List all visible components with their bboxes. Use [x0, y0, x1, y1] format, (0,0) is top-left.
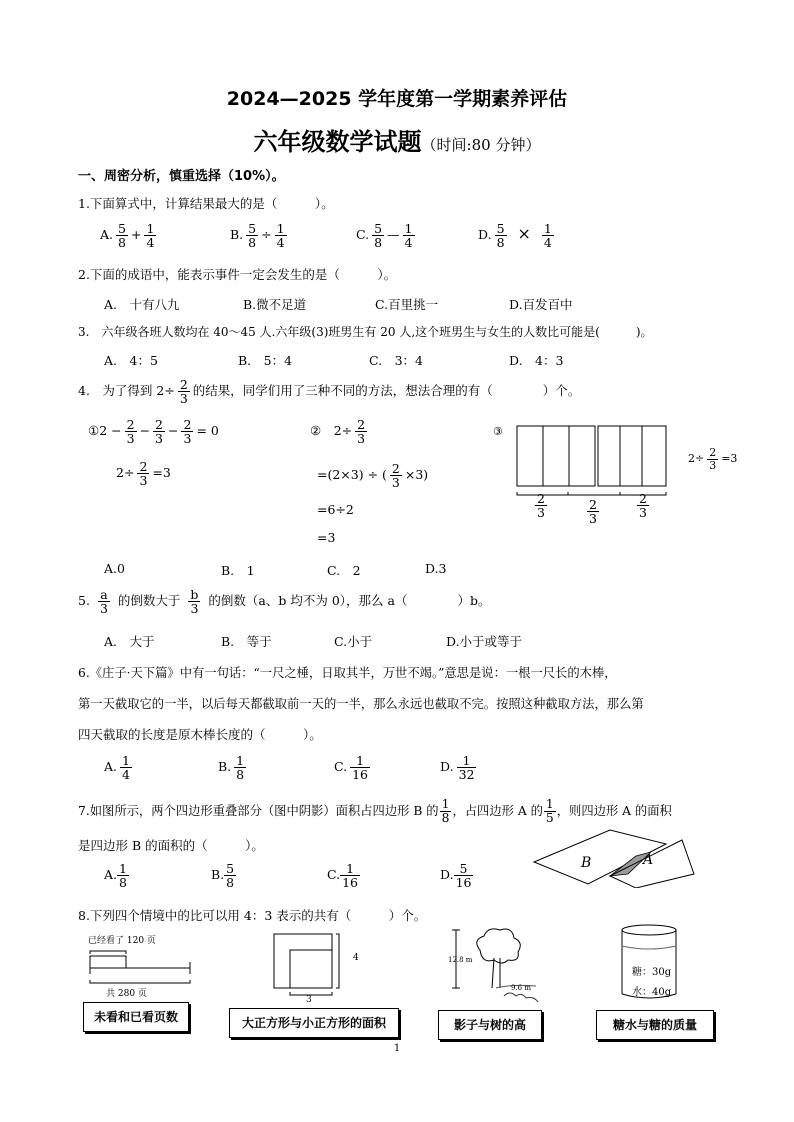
- q4-option-b: B. 1: [221, 563, 255, 578]
- q4-method-1: ①2 − $\frac{2}{3}$ − $\frac{2}{3}$ − $\frac{2}{3}$ = 0: [88, 417, 219, 447]
- fig1-read-segment: [90, 956, 126, 968]
- q6-option-c: C. $\frac{1}{16}$: [334, 753, 368, 783]
- q4-brace-label-3: $\frac{2}{3}$: [639, 491, 647, 521]
- q3-option-d: D. 4：3: [509, 353, 564, 368]
- fig2-bottom-label: 3: [306, 995, 312, 1005]
- q7-option-a: A. $\frac{1}{8}$: [104, 861, 127, 891]
- fig1-top-brace: [90, 951, 126, 954]
- q6-line-3: 四天截取的长度是原木棒长度的（ ）。: [78, 727, 322, 742]
- q7-option-d: D. $\frac{5}{16}$: [440, 861, 472, 891]
- q7-quadrilaterals-diagram: [528, 826, 703, 888]
- q7-option-c: C. $\frac{1}{16}$: [327, 861, 358, 891]
- q4-method-2-step3: =3: [317, 530, 336, 545]
- quad-b-label: B: [581, 855, 592, 871]
- small-square: [290, 950, 332, 988]
- q1-option-b: B. $\frac{5}{8}$ ÷ $\frac{1}{4}$: [230, 221, 285, 251]
- q2-stem: 2.下面的成语中，能表示事件一定会发生的是（ ）。: [78, 267, 397, 282]
- q4-brace-label-2: $\frac{2}{3}$: [589, 497, 597, 527]
- q4-method-2-step2: =6÷2: [317, 502, 354, 517]
- fig3-caption: 影子与树的高: [438, 1010, 542, 1040]
- q4-method-3-result: 2÷ $\frac{2}{3}$ =3: [688, 446, 738, 472]
- fig3-tree-diagram: [446, 926, 546, 1004]
- q4-method-3-label: ③: [493, 425, 503, 438]
- q6-option-a: A. $\frac{1}{4}$: [104, 753, 130, 783]
- q5-option-a: A. 大于: [104, 634, 155, 649]
- q7-line-2: 是四边形 B 的面积的（ ）。: [78, 838, 264, 853]
- q8-stem: 8.下列四个情境中的比可以用 4：3 表示的共有（ ）个。: [78, 908, 427, 923]
- q1-option-a: A. $\frac{5}{8}$ + $\frac{1}{4}$: [100, 221, 155, 251]
- rect-two: [598, 426, 666, 486]
- q4-stem: 4. 为了得到 2÷ $\frac{2}{3}$ 的结果，同学们用了三种不同的方法，想法合理的有（ ）个。: [78, 377, 581, 407]
- q3-option-c: C. 3：4: [369, 353, 423, 368]
- q7-line-1: 7.如图所示，两个四边形重叠部分（图中阴影）面积占四边形 B 的 $\frac{1}{8}$ ，占四边形 A 的 $\frac{1}{5}$ ，则四边形 A 的面积: [78, 797, 672, 825]
- quad-a-label: A: [643, 852, 654, 868]
- fig3-height-label: 12.8 m: [448, 956, 473, 964]
- q2-option-b: B.微不足道: [243, 297, 307, 312]
- fig1-caption: 未看和已看页数: [83, 1002, 189, 1032]
- cup-rim: [622, 925, 676, 935]
- q3-option-b: B. 5：4: [238, 353, 293, 368]
- fig2-side-label: 4: [353, 953, 359, 963]
- fig1-bar-diagram: [80, 944, 195, 992]
- q4-option-c: C. 2: [327, 563, 361, 578]
- q4-brace-label-1: $\frac{2}{3}$: [537, 491, 545, 521]
- fig2-caption: 大正方形与小正方形的面积: [229, 1008, 399, 1038]
- q5-stem: 5. $\frac{a}{3}$ 的倒数大于 $\frac{b}{3}$ 的倒数（a、b 均不为 0），那么 a（ ）b。: [78, 587, 491, 617]
- q7-option-b: B. $\frac{5}{8}$: [211, 861, 235, 891]
- q2-option-c: C.百里挑一: [375, 297, 439, 312]
- q3-option-a: A. 4：5: [104, 353, 158, 368]
- time-note: （时间:80 分钟）: [421, 136, 541, 154]
- q6-option-d: D. $\frac{1}{32}$: [440, 753, 475, 783]
- fig2-side-brace: [336, 934, 339, 988]
- q6-line-1: 6.《庄子·天下篇》中有一句话：“一尺之棰，日取其半，万世不竭。”意思是说：一根一尺长的木棒，: [78, 666, 617, 680]
- q6-option-b: B. $\frac{1}{8}$: [218, 753, 245, 783]
- q4-method-1-result: 2÷ $\frac{2}{3}$ =3: [116, 459, 171, 489]
- q5-option-d: D.小于或等于: [446, 634, 523, 649]
- fig2-squares-diagram: [268, 930, 353, 1000]
- q4-option-d: D.3: [425, 561, 447, 576]
- q1-option-c: C. $\frac{5}{8}$ — $\frac{1}{4}$: [356, 221, 413, 251]
- q2-option-a: A. 十有八九: [104, 297, 180, 312]
- page-number: 1: [393, 1043, 401, 1054]
- q4-method-2-step1: =(2×3) ÷ ( $\frac{2}{3}$ ×3): [317, 461, 429, 491]
- fig4-sugar-label: 糖：30g: [632, 967, 672, 978]
- q4-option-a: A.0: [104, 561, 125, 576]
- exam-subtitle: [0, 122, 794, 157]
- subtitle-text: 六年级数学试题: [253, 127, 422, 156]
- q6-line-2: 第一天截取它的一半，以后每天都截取前一天的一半，那么永远也截取不完。按照这种截取方法，那么第: [78, 697, 644, 711]
- q4-method-2: ② 2÷ $\frac{2}{3}$: [310, 417, 366, 447]
- rocks: [504, 993, 538, 1002]
- exam-title: 2024—2025 学年度第一学期素养评估: [226, 88, 568, 110]
- q5-option-c: C.小于: [334, 634, 373, 649]
- q2-option-d: D.百发百中: [509, 297, 573, 312]
- q3-stem: 3. 六年级各班人数均在 40～45 人.六年级(3)班男生有 20 人,这个班男生与女生的人数比可能是( )。: [78, 325, 653, 339]
- rect-one: [517, 426, 595, 486]
- section-1-heading: 一、周密分析，慎重选择（10%）。: [78, 169, 285, 184]
- fig4-water-label: 水：40g: [632, 987, 672, 998]
- fig3-shadow-label: 9.6 m: [511, 984, 531, 992]
- fig4-caption: 糖水与糖的质量: [596, 1010, 714, 1040]
- fig1-bottom-brace: [90, 980, 190, 983]
- fig1-total-label: 共 280 页: [106, 989, 147, 999]
- water-surface: [622, 946, 676, 949]
- brace-2: [568, 492, 620, 495]
- tree-trunk-left: [492, 958, 494, 988]
- q1-stem: 1.下面算式中，计算结果最大的是（ ）。: [78, 196, 334, 211]
- big-square: [274, 934, 332, 988]
- tree-crown: [477, 929, 520, 963]
- q1-option-d: D. $\frac{5}{8}$ × $\frac{1}{4}$: [478, 221, 552, 251]
- q5-option-b: B. 等于: [221, 634, 272, 649]
- fig1-read-label: 已经看了 120 页: [88, 936, 156, 946]
